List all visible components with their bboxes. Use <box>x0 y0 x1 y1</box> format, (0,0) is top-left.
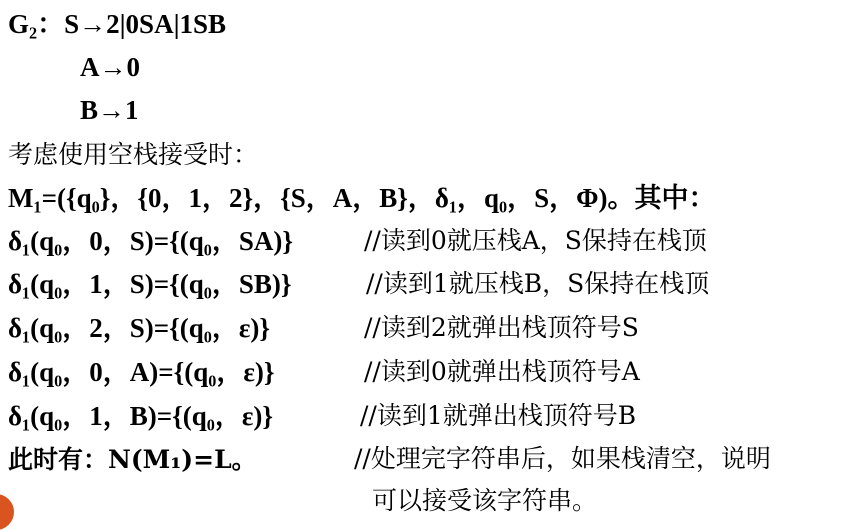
rule-formula: δ₁(q₀，1，S)={(q₀，SB)} <box>8 269 292 299</box>
rule-row <box>8 350 854 394</box>
rule-formula: δ₁(q₀，0，A)={(q₀，ε)} <box>8 357 275 387</box>
rule-row <box>8 262 854 306</box>
corner-decoration <box>0 494 14 530</box>
rule-comment: //读到0就压栈A，S保持在栈顶 <box>364 226 707 255</box>
conclusion-comment: //处理完字符串后，如果栈清空，说明 <box>354 444 771 473</box>
rule-row <box>8 219 854 263</box>
conclusion-statement: 此时有：N(M₁)=L。 <box>8 445 257 474</box>
rule-row <box>8 306 854 350</box>
rule-formula: δ₁(q₀，2，S)={(q₀，ε)} <box>8 313 271 343</box>
conclusion-row <box>8 437 854 481</box>
rule-formula: δ₁(q₀，0，S)={(q₀，SA)} <box>8 226 293 256</box>
rule-comment: //读到1就压栈B，S保持在栈顶 <box>366 269 710 298</box>
pda-definition: M₁=({q₀}，{0，1，2}，{S，A，B}，δ₁，q₀，S，Φ)。其中： <box>8 183 716 213</box>
grammar-line-1: G₂：S→2|0SA|1SB <box>8 9 227 39</box>
rule-comment: //读到1就弹出栈顶符号B <box>360 401 637 430</box>
grammar-line-2: A→0 <box>80 52 140 82</box>
rule-row <box>8 394 854 438</box>
rule-comment: //读到0就弹出栈顶符号A <box>364 357 640 386</box>
rule-comment: //读到2就弹出栈顶符号S <box>364 313 639 342</box>
rule-formula: δ₁(q₀，1，B)={(q₀，ε)} <box>8 401 274 431</box>
intro-text: 考虑使用空栈接受时： <box>8 140 259 169</box>
conclusion-comment-continued: 可以接受该字符串。 <box>372 486 598 515</box>
grammar-line-3: B→1 <box>80 95 139 125</box>
